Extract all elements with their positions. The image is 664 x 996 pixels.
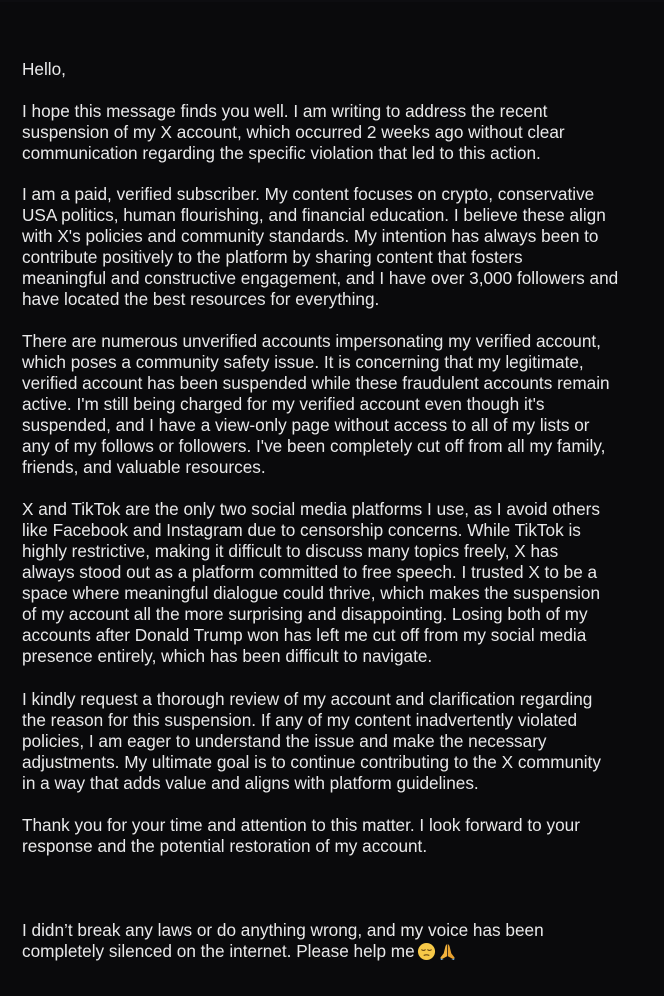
postscript — [22, 920, 654, 962]
folded-hands-icon — [438, 942, 457, 961]
paragraph-intro: I hope this message finds you well. I am writing to address the recent suspension of my X account, which occurred 2 weeks ago without clear communication regarding the specific violation that led to this action. — [22, 101, 565, 163]
pensive-face-icon — [417, 942, 436, 961]
greeting: Hello, — [22, 59, 66, 79]
paragraph-thanks: Thank you for your time and attention to this matter. I look forward to your response and the potential restoration of my account. — [22, 815, 580, 856]
paragraph-subscriber: I am a paid, verified subscriber. My content focuses on crypto, conservative USA politics, human flourishing, and financial education. I believe these align with X's policies and community standards. My intention has always been to contribute positively to the platform by sharing content that fosters meaningful and constructive engagement, and I have over 3,000 followers and have located the best resources for everything. — [22, 184, 619, 309]
paragraph-impersonation: There are numerous unverified accounts impersonating my verified account, which poses a community safety issue. It is concerning that my legitimate, verified account has been suspended while these fraudulent accounts remain active. I'm still being charged for my verified account even though it's suspended, and I have a view-only page without access to all of my lists or any of my follows or followers. I've been completely cut off from all my family, friends, and valuable resources. — [22, 331, 610, 477]
postscript-text: I didn’t break any laws or do anything wrong, and my voice has been completely silenced on the internet. Please help me — [22, 920, 544, 961]
paragraph-platforms: X and TikTok are the only two social media platforms I use, as I avoid others like Facebook and Instagram due to censorship concerns. While TikTok is highly restrictive, making it difficult to discuss many topics freely, X has always stood out as a platform committed to free speech. I trusted X to be a space where meaningful dialogue could thrive, which makes the suspension of my account all the more surprising and disappointing. Losing both of my accounts after Donald Trump won has left me cut off from my social media presence entirely, which has been difficult to navigate. — [22, 499, 601, 666]
paragraph-request: I kindly request a thorough review of my account and clarification regarding the reason for this suspension. If any of my content inadvertently violated policies, I am eager to understand the issue and make the necessary adjustments. My ultimate goal is to continue contributing to the X community in a way that adds value and aligns with platform guidelines. — [22, 689, 601, 793]
top-edge — [0, 0, 664, 2]
